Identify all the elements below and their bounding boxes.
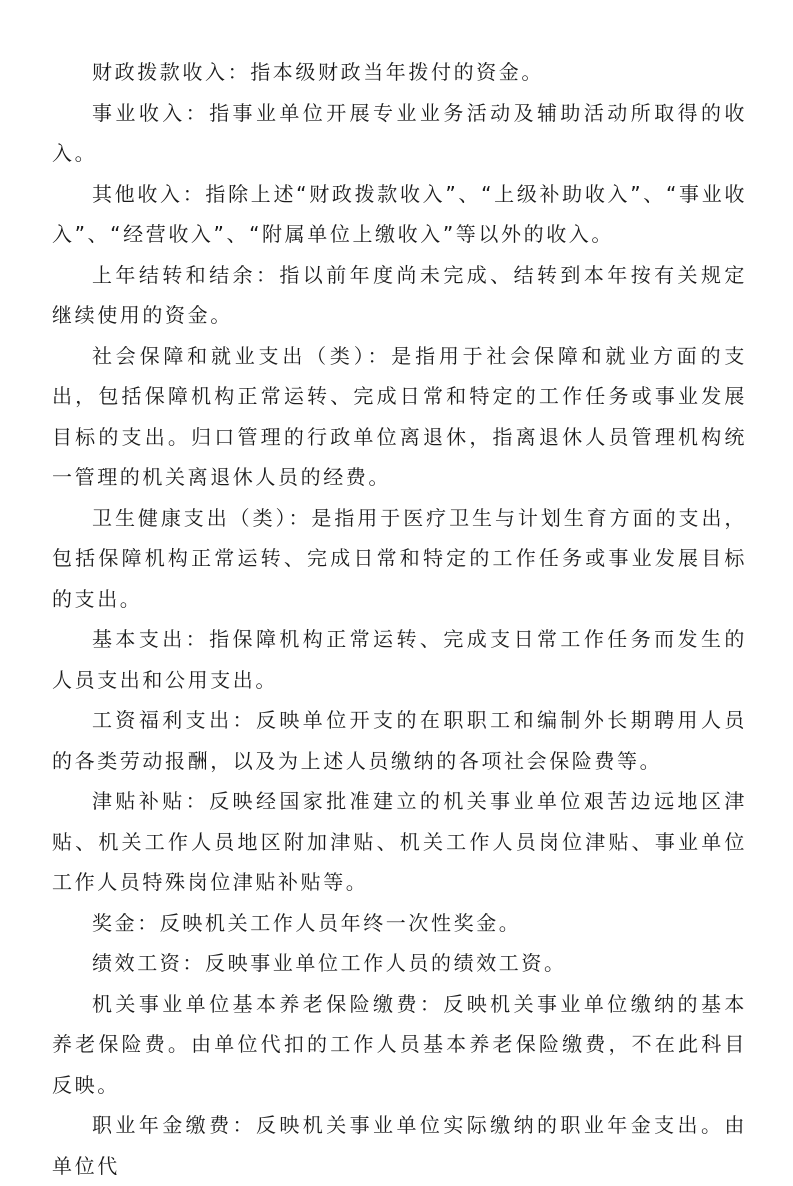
paragraph-social-security-expenditure: 社会保障和就业支出（类）：是指用于社会保障和就业方面的支出，包括保障机构正常运转、完成日常和特定的工作任务或事业发展目标的支出。归口管理的行政单位离退休，指离退休人员管理机构统一管理的机关离退休人员的经费。 xyxy=(52,343,747,489)
paragraph-occupational-annuity: 职业年金缴费：反映机关事业单位实际缴纳的职业年金支出。由单位代 xyxy=(52,1113,747,1178)
document-body xyxy=(52,52,747,1186)
paragraph-bonus: 奖金：反映机关工作人员年终一次性奖金。 xyxy=(92,910,522,935)
paragraph-performance-pay: 绩效工资：反映事业单位工作人员的绩效工资。 xyxy=(92,951,567,975)
paragraph-business-income: 事业收入：指事业单位开展专业业务活动及辅助活动所取得的收入。 xyxy=(52,100,747,165)
paragraph-other-income: 其他收入：指除上述“财政拨款收入”、“上级补助收入”、“事业收入”、“经营收入”、“附属单位上缴收入”等以外的收入。 xyxy=(52,181,747,246)
paragraph-fiscal-appropriation-income: 财政拨款收入：指本级财政当年拨付的资金。 xyxy=(92,60,544,84)
paragraph-health-expenditure: 卫生健康支出（类）：是指用于医疗卫生与计划生育方面的支出，包括保障机构正常运转、完成日常和特定的工作任务或事业发展目标的支出。 xyxy=(52,505,747,611)
paragraph-pension-insurance: 机关事业单位基本养老保险缴费：反映机关事业单位缴纳的基本养老保险费。由单位代扣的工作人员基本养老保险缴费，不在此科目反映。 xyxy=(52,991,747,1097)
paragraph-basic-expenditure: 基本支出：指保障机构正常运转、完成支日常工作任务而发生的人员支出和公用支出。 xyxy=(52,627,747,692)
paragraph-wage-welfare-expenditure: 工资福利支出：反映单位开支的在职职工和编制外长期聘用人员的各类劳动报酬，以及为上述人员缴纳的各项社会保险费等。 xyxy=(52,708,747,773)
paragraph-carryover-and-balance: 上年结转和结余：指以前年度尚未完成、结转到本年按有关规定继续使用的资金。 xyxy=(52,262,747,327)
paragraph-allowances-subsidies: 津贴补贴：反映经国家批准建立的机关事业单位艰苦边远地区津贴、机关工作人员地区附加津贴、机关工作人员岗位津贴、事业单位工作人员特殊岗位津贴补贴等。 xyxy=(52,789,747,894)
